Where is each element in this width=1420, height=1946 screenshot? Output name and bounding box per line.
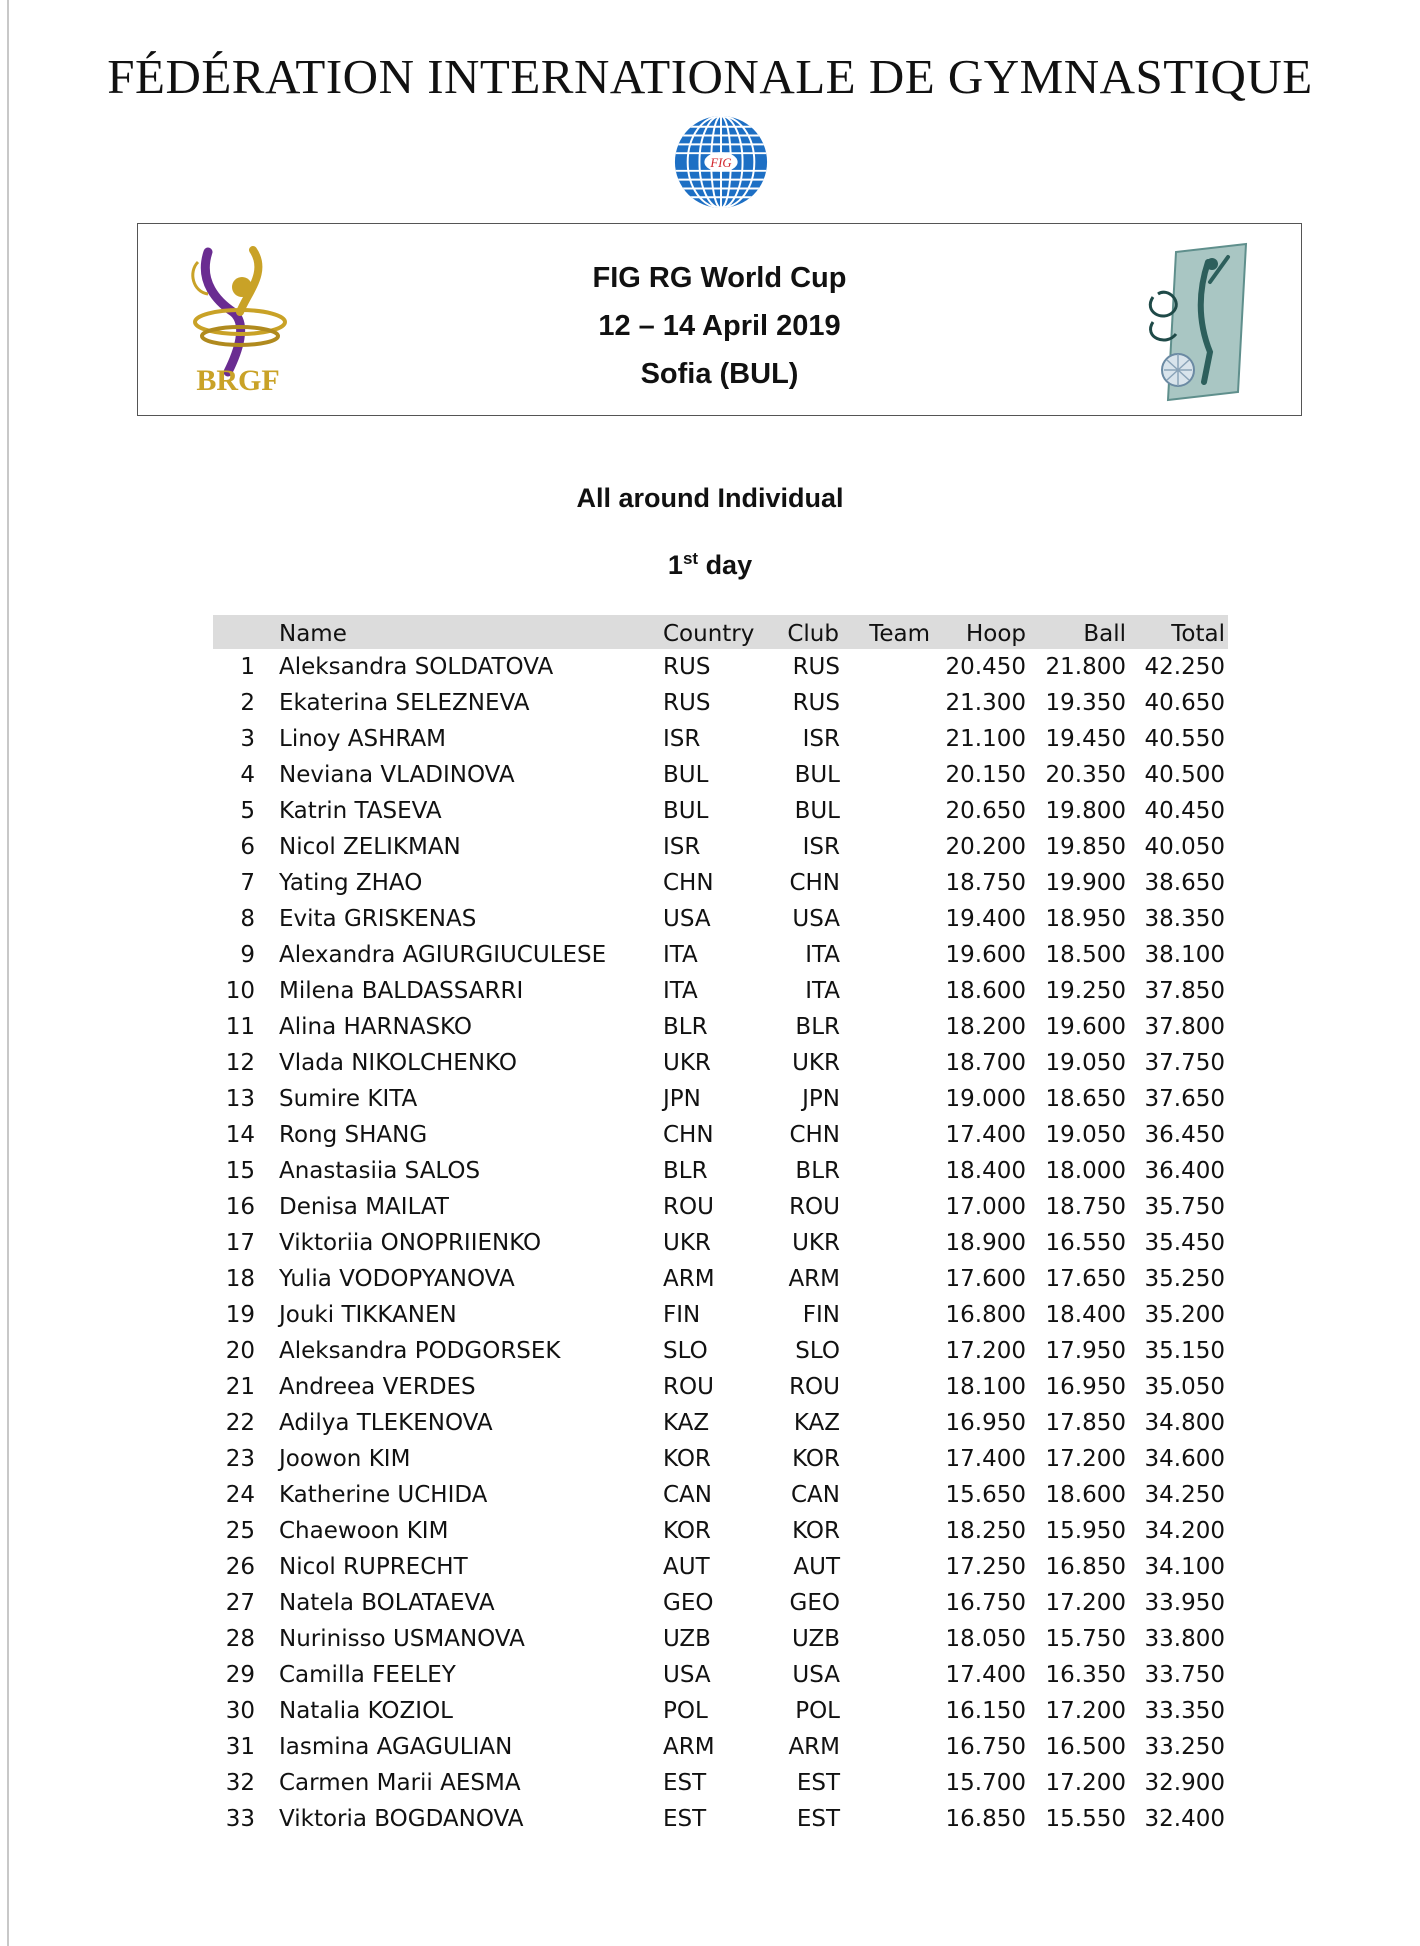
table-row <box>213 1261 1228 1297</box>
ball-score-cell: 18.600 <box>1045 1482 1126 1508</box>
ball-score-cell: 17.650 <box>1045 1266 1126 1292</box>
country-cell: ISR <box>663 726 701 752</box>
table-row <box>213 829 1228 865</box>
ball-score-cell: 18.500 <box>1045 942 1126 968</box>
header-club: Club <box>787 621 839 647</box>
rank-cell: 17 <box>225 1230 255 1256</box>
club-cell: ARM <box>788 1266 840 1292</box>
athlete-name-cell: Katrin TASEVA <box>279 798 442 824</box>
table-row <box>213 721 1228 757</box>
total-score-cell: 34.200 <box>1144 1518 1225 1544</box>
club-cell: CHN <box>789 1122 840 1148</box>
ball-score-cell: 15.550 <box>1045 1806 1126 1832</box>
table-row <box>213 1549 1228 1585</box>
rank-cell: 2 <box>240 690 255 716</box>
athlete-name-cell: Camilla FEELEY <box>279 1662 456 1688</box>
day-number: 1 <box>667 550 683 580</box>
club-cell: UKR <box>792 1230 840 1256</box>
hoop-score-cell: 17.400 <box>945 1662 1026 1688</box>
table-row <box>213 1333 1228 1369</box>
total-score-cell: 33.800 <box>1144 1626 1225 1652</box>
athlete-name-cell: Rong SHANG <box>279 1122 428 1148</box>
hoop-score-cell: 17.250 <box>945 1554 1026 1580</box>
ball-score-cell: 17.200 <box>1045 1446 1126 1472</box>
ball-score-cell: 19.850 <box>1045 834 1126 860</box>
country-cell: KAZ <box>663 1410 710 1436</box>
ball-score-cell: 19.800 <box>1045 798 1126 824</box>
total-score-cell: 38.650 <box>1144 870 1225 896</box>
table-row <box>213 1513 1228 1549</box>
table-row <box>213 1225 1228 1261</box>
ball-score-cell: 20.350 <box>1045 762 1126 788</box>
total-score-cell: 35.050 <box>1144 1374 1225 1400</box>
athlete-name-cell: Nicol ZELIKMAN <box>279 834 461 860</box>
athlete-name-cell: Milena BALDASSARRI <box>279 978 524 1004</box>
club-cell: EST <box>796 1770 840 1796</box>
country-cell: BLR <box>663 1014 708 1040</box>
country-cell: JPN <box>663 1086 701 1112</box>
table-row <box>213 1189 1228 1225</box>
ball-score-cell: 17.850 <box>1045 1410 1126 1436</box>
hoop-score-cell: 18.200 <box>945 1014 1026 1040</box>
rank-cell: 21 <box>225 1374 255 1400</box>
total-score-cell: 37.750 <box>1144 1050 1225 1076</box>
country-cell: GEO <box>663 1590 714 1616</box>
table-row <box>213 1405 1228 1441</box>
club-cell: KOR <box>792 1518 840 1544</box>
total-score-cell: 34.100 <box>1144 1554 1225 1580</box>
country-cell: FIN <box>663 1302 701 1328</box>
total-score-cell: 40.450 <box>1144 798 1225 824</box>
ball-score-cell: 18.000 <box>1045 1158 1126 1184</box>
table-row <box>213 1117 1228 1153</box>
athlete-name-cell: Chaewoon KIM <box>279 1518 449 1544</box>
table-row <box>213 1369 1228 1405</box>
athlete-name-cell: Nurinisso USMANOVA <box>279 1626 525 1652</box>
athlete-name-cell: Ekaterina SELEZNEVA <box>279 690 530 716</box>
total-score-cell: 33.950 <box>1144 1590 1225 1616</box>
rank-cell: 9 <box>240 942 255 968</box>
club-cell: UKR <box>792 1050 840 1076</box>
hoop-score-cell: 15.700 <box>945 1770 1026 1796</box>
event-dates: 12 – 14 April 2019 <box>598 310 841 342</box>
ball-score-cell: 17.950 <box>1045 1338 1126 1364</box>
total-score-cell: 33.350 <box>1144 1698 1225 1724</box>
athlete-name-cell: Linoy ASHRAM <box>279 726 447 752</box>
total-score-cell: 34.600 <box>1144 1446 1225 1472</box>
club-cell: RUS <box>792 690 840 716</box>
table-row <box>213 649 1228 685</box>
total-score-cell: 35.450 <box>1144 1230 1225 1256</box>
country-cell: ARM <box>663 1734 715 1760</box>
total-score-cell: 40.650 <box>1144 690 1225 716</box>
total-score-cell: 35.200 <box>1144 1302 1225 1328</box>
club-cell: ISR <box>802 726 840 752</box>
club-cell: FIN <box>802 1302 840 1328</box>
club-cell: ROU <box>789 1194 840 1220</box>
athlete-name-cell: Adilya TLEKENOVA <box>279 1410 493 1436</box>
country-cell: KOR <box>663 1518 711 1544</box>
hoop-score-cell: 21.300 <box>945 690 1026 716</box>
country-cell: EST <box>663 1806 707 1832</box>
rank-cell: 20 <box>225 1338 255 1364</box>
club-cell: AUT <box>793 1554 840 1580</box>
table-row <box>213 1585 1228 1621</box>
hoop-score-cell: 20.200 <box>945 834 1026 860</box>
club-cell: UZB <box>792 1626 840 1652</box>
results-header-row <box>213 615 1228 649</box>
table-row <box>213 1081 1228 1117</box>
total-score-cell: 33.250 <box>1144 1734 1225 1760</box>
ball-score-cell: 19.250 <box>1045 978 1126 1004</box>
page-left-edge <box>7 0 9 1946</box>
country-cell: CHN <box>663 1122 714 1148</box>
total-score-cell: 38.350 <box>1144 906 1225 932</box>
hoop-score-cell: 21.100 <box>945 726 1026 752</box>
athlete-name-cell: Anastasiia SALOS <box>279 1158 481 1184</box>
country-cell: USA <box>663 906 711 932</box>
hoop-score-cell: 18.250 <box>945 1518 1026 1544</box>
athlete-name-cell: Iasmina AGAGULIAN <box>279 1734 513 1760</box>
hoop-score-cell: 17.400 <box>945 1122 1026 1148</box>
ball-score-cell: 19.450 <box>1045 726 1126 752</box>
ball-score-cell: 21.800 <box>1045 654 1126 680</box>
athlete-name-cell: Evita GRISKENAS <box>279 906 477 932</box>
header-country: Country <box>663 621 755 647</box>
ball-score-cell: 17.200 <box>1045 1698 1126 1724</box>
club-cell: CHN <box>789 870 840 896</box>
hoop-score-cell: 17.200 <box>945 1338 1026 1364</box>
total-score-cell: 40.550 <box>1144 726 1225 752</box>
country-cell: BLR <box>663 1158 708 1184</box>
rank-cell: 29 <box>225 1662 255 1688</box>
hoop-score-cell: 16.750 <box>945 1590 1026 1616</box>
club-cell: RUS <box>792 654 840 680</box>
country-cell: ARM <box>663 1266 715 1292</box>
country-cell: BUL <box>663 798 709 824</box>
total-score-cell: 37.650 <box>1144 1086 1225 1112</box>
country-cell: POL <box>663 1698 708 1724</box>
rank-cell: 24 <box>225 1482 255 1508</box>
rank-cell: 32 <box>225 1770 255 1796</box>
rank-cell: 13 <box>225 1086 255 1112</box>
rank-cell: 8 <box>240 906 255 932</box>
ball-score-cell: 19.350 <box>1045 690 1126 716</box>
hoop-score-cell: 20.150 <box>945 762 1026 788</box>
hoop-score-cell: 16.950 <box>945 1410 1026 1436</box>
rank-cell: 33 <box>225 1806 255 1832</box>
athlete-name-cell: Carmen Marii AESMA <box>279 1770 521 1796</box>
hoop-score-cell: 17.600 <box>945 1266 1026 1292</box>
ball-score-cell: 17.200 <box>1045 1770 1126 1796</box>
table-row <box>213 1729 1228 1765</box>
club-cell: ITA <box>805 942 840 968</box>
table-row <box>213 685 1228 721</box>
hoop-score-cell: 18.100 <box>945 1374 1026 1400</box>
total-score-cell: 40.050 <box>1144 834 1225 860</box>
athlete-name-cell: Natalia KOZIOL <box>279 1698 453 1724</box>
athlete-name-cell: Alina HARNASKO <box>279 1014 472 1040</box>
table-row <box>213 865 1228 901</box>
rank-cell: 7 <box>240 870 255 896</box>
country-cell: UZB <box>663 1626 711 1652</box>
total-score-cell: 35.150 <box>1144 1338 1225 1364</box>
hoop-score-cell: 17.400 <box>945 1446 1026 1472</box>
athlete-name-cell: Yating ZHAO <box>279 870 423 896</box>
club-cell: CAN <box>791 1482 840 1508</box>
club-cell: KAZ <box>793 1410 840 1436</box>
club-cell: BUL <box>794 762 840 788</box>
total-score-cell: 42.250 <box>1144 654 1225 680</box>
country-cell: CAN <box>663 1482 712 1508</box>
hoop-score-cell: 18.750 <box>945 870 1026 896</box>
header-total: Total <box>1171 621 1225 647</box>
athlete-name-cell: Yulia VODOPYANOVA <box>279 1266 515 1292</box>
total-score-cell: 37.850 <box>1144 978 1225 1004</box>
hoop-score-cell: 16.800 <box>945 1302 1026 1328</box>
club-cell: BUL <box>794 798 840 824</box>
country-cell: USA <box>663 1662 711 1688</box>
country-cell: CHN <box>663 870 714 896</box>
total-score-cell: 35.750 <box>1144 1194 1225 1220</box>
athlete-name-cell: Vlada NIKOLCHENKO <box>279 1050 517 1076</box>
rank-cell: 10 <box>225 978 255 1004</box>
ball-score-cell: 18.750 <box>1045 1194 1126 1220</box>
day-word: day <box>698 550 753 580</box>
rank-cell: 27 <box>225 1590 255 1616</box>
club-cell: EST <box>796 1806 840 1832</box>
day-ordinal-suffix: st <box>682 549 699 568</box>
event-details <box>138 254 1301 398</box>
athlete-name-cell: Sumire KITA <box>279 1086 418 1112</box>
athlete-name-cell: Katherine UCHIDA <box>279 1482 488 1508</box>
rank-cell: 31 <box>225 1734 255 1760</box>
hoop-score-cell: 18.400 <box>945 1158 1026 1184</box>
table-row <box>213 937 1228 973</box>
hoop-score-cell: 18.050 <box>945 1626 1026 1652</box>
table-row <box>213 1765 1228 1801</box>
ball-score-cell: 18.650 <box>1045 1086 1126 1112</box>
table-row <box>213 1693 1228 1729</box>
total-score-cell: 36.450 <box>1144 1122 1225 1148</box>
athlete-name-cell: Aleksandra PODGORSEK <box>279 1338 561 1364</box>
athlete-name-cell: Viktoriia ONOPRIIENKO <box>279 1230 542 1256</box>
total-score-cell: 34.250 <box>1144 1482 1225 1508</box>
ball-score-cell: 19.050 <box>1045 1050 1126 1076</box>
table-row <box>213 1441 1228 1477</box>
hoop-score-cell: 19.400 <box>945 906 1026 932</box>
hoop-score-cell: 19.000 <box>945 1086 1026 1112</box>
country-cell: UKR <box>663 1050 711 1076</box>
ball-score-cell: 19.900 <box>1045 870 1126 896</box>
ball-score-cell: 16.550 <box>1045 1230 1126 1256</box>
country-cell: EST <box>663 1770 707 1796</box>
table-row <box>213 757 1228 793</box>
hoop-score-cell: 18.700 <box>945 1050 1026 1076</box>
event-title: FIG RG World Cup <box>592 262 847 294</box>
athlete-name-cell: Andreea VERDES <box>279 1374 476 1400</box>
ball-score-cell: 19.600 <box>1045 1014 1126 1040</box>
table-row <box>213 1657 1228 1693</box>
federation-title: FÉDÉRATION INTERNATIONALE DE GYMNASTIQUE <box>107 49 1313 104</box>
table-row <box>213 1153 1228 1189</box>
competition-name: All around Individual <box>576 483 844 513</box>
rank-cell: 15 <box>225 1158 255 1184</box>
results-table <box>213 615 1228 1837</box>
ball-score-cell: 16.850 <box>1045 1554 1126 1580</box>
ball-score-cell: 19.050 <box>1045 1122 1126 1148</box>
rank-cell: 1 <box>240 654 255 680</box>
athlete-name-cell: Jouki TIKKANEN <box>279 1302 457 1328</box>
rank-cell: 19 <box>225 1302 255 1328</box>
country-cell: RUS <box>663 690 711 716</box>
athlete-name-cell: Alexandra AGIURGIUCULESE <box>279 942 607 968</box>
country-cell: UKR <box>663 1230 711 1256</box>
table-row <box>213 973 1228 1009</box>
club-cell: ARM <box>788 1734 840 1760</box>
gymnast-emblem-logo <box>1138 242 1253 402</box>
rank-cell: 25 <box>225 1518 255 1544</box>
ball-score-cell: 15.950 <box>1045 1518 1126 1544</box>
club-cell: USA <box>792 1662 840 1688</box>
table-row <box>213 1009 1228 1045</box>
total-score-cell: 38.100 <box>1144 942 1225 968</box>
table-row <box>213 1045 1228 1081</box>
athlete-name-cell: Neviana VLADINOVA <box>279 762 515 788</box>
total-score-cell: 32.400 <box>1144 1806 1225 1832</box>
hoop-score-cell: 18.600 <box>945 978 1026 1004</box>
ball-score-cell: 18.400 <box>1045 1302 1126 1328</box>
athlete-name-cell: Joowon KIM <box>279 1446 411 1472</box>
ball-score-cell: 16.950 <box>1045 1374 1126 1400</box>
hoop-score-cell: 18.900 <box>945 1230 1026 1256</box>
total-score-cell: 40.500 <box>1144 762 1225 788</box>
rank-cell: 4 <box>240 762 255 788</box>
ball-score-cell: 17.200 <box>1045 1590 1126 1616</box>
country-cell: ISR <box>663 834 701 860</box>
table-row <box>213 1621 1228 1657</box>
country-cell: ROU <box>663 1374 714 1400</box>
club-cell: BLR <box>795 1014 840 1040</box>
rank-cell: 22 <box>225 1410 255 1436</box>
club-cell: BLR <box>795 1158 840 1184</box>
hoop-score-cell: 16.750 <box>945 1734 1026 1760</box>
total-score-cell: 37.800 <box>1144 1014 1225 1040</box>
ball-score-cell: 16.350 <box>1045 1662 1126 1688</box>
rank-cell: 26 <box>225 1554 255 1580</box>
ball-score-cell: 15.750 <box>1045 1626 1126 1652</box>
club-cell: USA <box>792 906 840 932</box>
hoop-score-cell: 15.650 <box>945 1482 1026 1508</box>
svg-text:FIG: FIG <box>710 155 732 170</box>
total-score-cell: 34.800 <box>1144 1410 1225 1436</box>
country-cell: ITA <box>663 942 698 968</box>
competition-day <box>0 549 1420 581</box>
rank-cell: 14 <box>225 1122 255 1148</box>
table-row <box>213 901 1228 937</box>
rank-cell: 16 <box>225 1194 255 1220</box>
fig-globe-logo <box>672 113 770 211</box>
table-row <box>213 793 1228 829</box>
total-score-cell: 36.400 <box>1144 1158 1225 1184</box>
rank-cell: 5 <box>240 798 255 824</box>
total-score-cell: 33.750 <box>1144 1662 1225 1688</box>
club-cell: ITA <box>805 978 840 1004</box>
header-name: Name <box>279 621 347 647</box>
club-cell: GEO <box>789 1590 840 1616</box>
country-cell: BUL <box>663 762 709 788</box>
club-cell: SLO <box>795 1338 840 1364</box>
athlete-name-cell: Aleksandra SOLDATOVA <box>279 654 554 680</box>
hoop-score-cell: 17.000 <box>945 1194 1026 1220</box>
header-ball: Ball <box>1083 621 1126 647</box>
hoop-score-cell: 20.650 <box>945 798 1026 824</box>
svg-text:BRGF: BRGF <box>196 364 280 397</box>
hoop-score-cell: 16.150 <box>945 1698 1026 1724</box>
club-cell: KOR <box>792 1446 840 1472</box>
results-rows <box>213 649 1228 1837</box>
country-cell: SLO <box>663 1338 708 1364</box>
table-row <box>213 1801 1228 1837</box>
ball-score-cell: 16.500 <box>1045 1734 1126 1760</box>
event-info-box <box>137 223 1302 416</box>
rank-cell: 23 <box>225 1446 255 1472</box>
country-cell: ROU <box>663 1194 714 1220</box>
country-cell: ITA <box>663 978 698 1004</box>
hoop-score-cell: 19.600 <box>945 942 1026 968</box>
club-cell: JPN <box>802 1086 840 1112</box>
club-cell: ISR <box>802 834 840 860</box>
event-location: Sofia (BUL) <box>640 358 799 390</box>
table-row <box>213 1297 1228 1333</box>
athlete-name-cell: Denisa MAILAT <box>279 1194 449 1220</box>
rank-cell: 30 <box>225 1698 255 1724</box>
club-cell: POL <box>795 1698 840 1724</box>
country-cell: AUT <box>663 1554 710 1580</box>
country-cell: KOR <box>663 1446 711 1472</box>
hoop-score-cell: 16.850 <box>945 1806 1026 1832</box>
rank-cell: 3 <box>240 726 255 752</box>
table-row <box>213 1477 1228 1513</box>
total-score-cell: 35.250 <box>1144 1266 1225 1292</box>
hoop-score-cell: 20.450 <box>945 654 1026 680</box>
total-score-cell: 32.900 <box>1144 1770 1225 1796</box>
ball-score-cell: 18.950 <box>1045 906 1126 932</box>
rank-cell: 18 <box>225 1266 255 1292</box>
athlete-name-cell: Viktoria BOGDANOVA <box>279 1806 524 1832</box>
header-hoop: Hoop <box>965 621 1026 647</box>
rank-cell: 12 <box>225 1050 255 1076</box>
rank-cell: 28 <box>225 1626 255 1652</box>
club-cell: ROU <box>789 1374 840 1400</box>
header-team: Team <box>869 621 930 647</box>
athlete-name-cell: Natela BOLATAEVA <box>279 1590 495 1616</box>
country-cell: RUS <box>663 654 711 680</box>
rank-cell: 6 <box>240 834 255 860</box>
rank-cell: 11 <box>225 1014 255 1040</box>
athlete-name-cell: Nicol RUPRECHT <box>279 1554 468 1580</box>
